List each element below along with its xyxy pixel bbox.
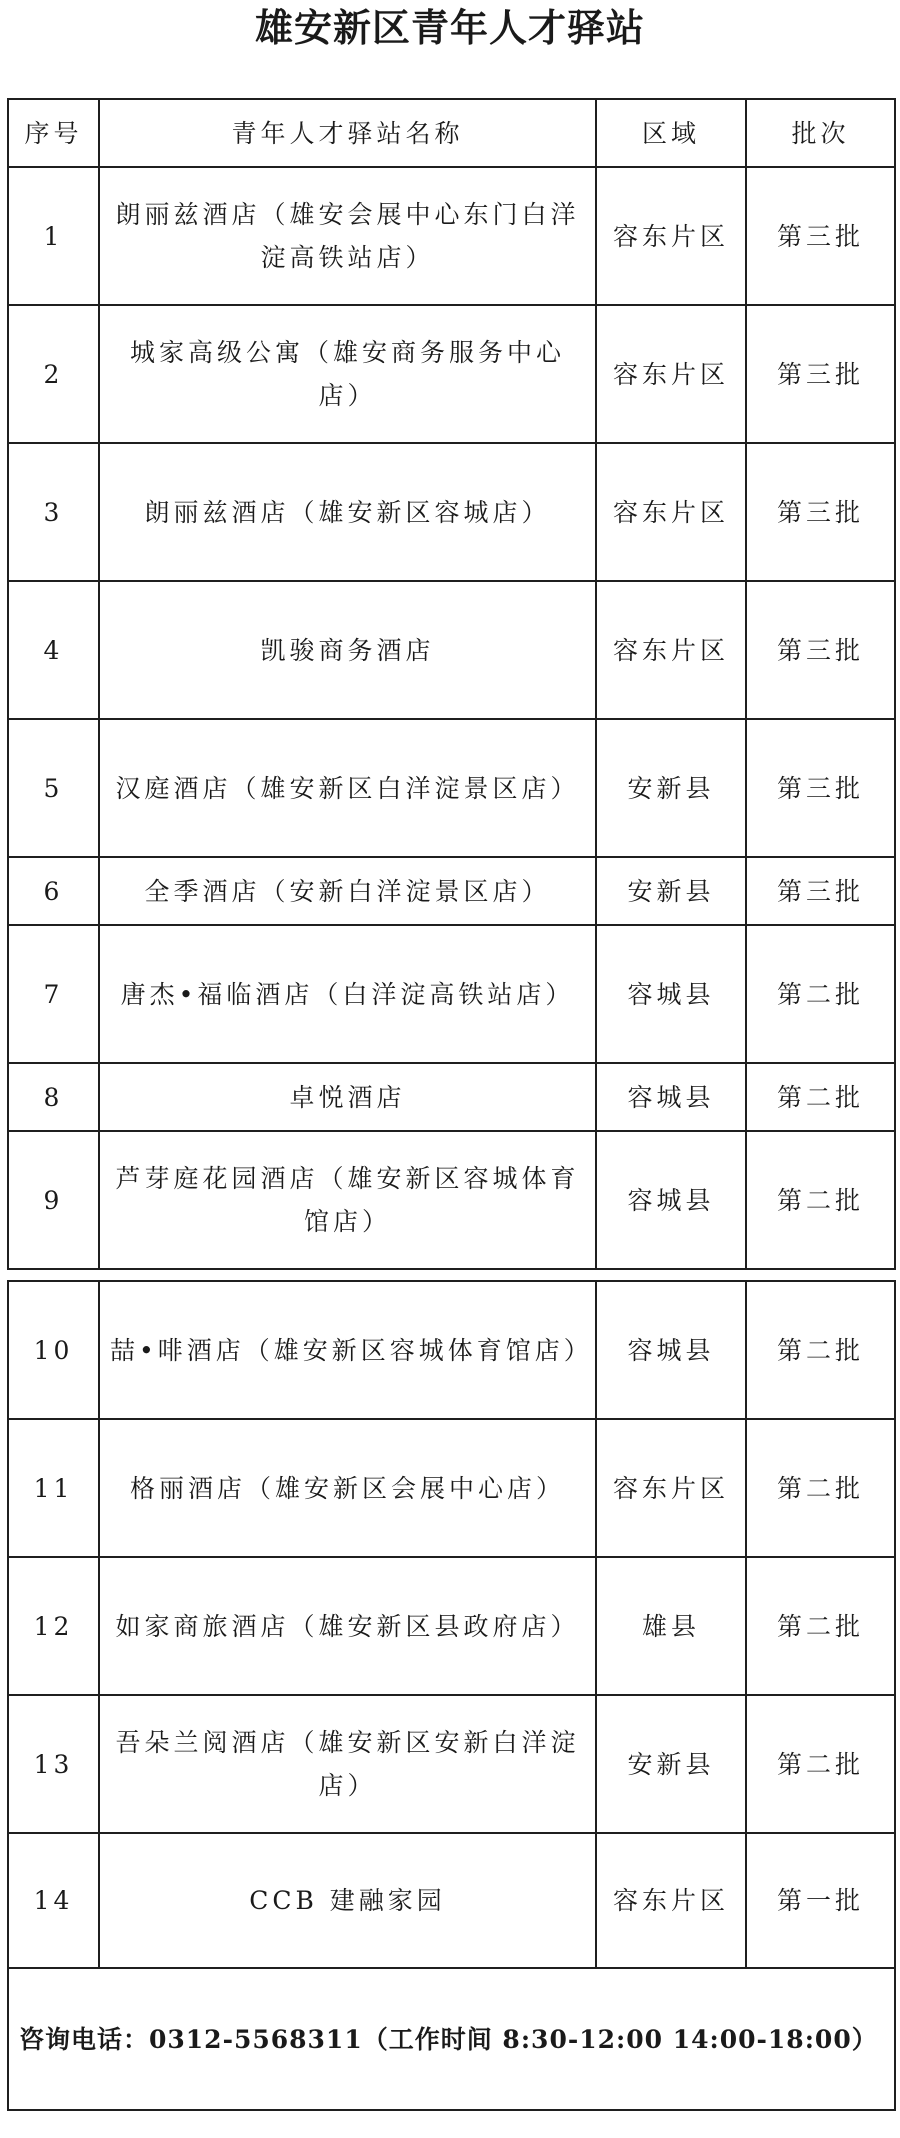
row-area: 容东片区 — [596, 581, 746, 719]
table-row — [8, 1281, 895, 1419]
row-no: 4 — [8, 581, 99, 719]
row-no: 5 — [8, 719, 99, 857]
row-no: 12 — [8, 1557, 99, 1695]
row-batch: 第三批 — [746, 443, 895, 581]
row-batch: 第二批 — [746, 1063, 895, 1131]
row-name: 喆•啡酒店（雄安新区容城体育馆店） — [99, 1281, 596, 1419]
row-name: 朗丽兹酒店（雄安新区容城店） — [99, 443, 596, 581]
row-no: 14 — [8, 1833, 99, 1968]
row-name: CCB 建融家园 — [99, 1833, 596, 1968]
station-table — [7, 98, 896, 2111]
row-no: 6 — [8, 857, 99, 925]
row-area: 容城县 — [596, 925, 746, 1063]
table-row — [8, 1419, 895, 1557]
row-name: 汉庭酒店（雄安新区白洋淀景区店） — [99, 719, 596, 857]
row-no: 10 — [8, 1281, 99, 1419]
row-no: 11 — [8, 1419, 99, 1557]
contact-info: 咨询电话：0312-5568311（工作时间 8:30-12:00 14:00-18:00） — [8, 1968, 895, 2110]
row-name: 格丽酒店（雄安新区会展中心店） — [99, 1419, 596, 1557]
row-area: 安新县 — [596, 857, 746, 925]
page-title: 雄安新区青年人才驿站 — [254, 5, 645, 50]
row-batch: 第二批 — [746, 1419, 895, 1557]
row-name: 如家商旅酒店（雄安新区县政府店） — [99, 1557, 596, 1695]
table-header-row — [8, 99, 895, 167]
row-batch: 第二批 — [746, 1281, 895, 1419]
row-no: 9 — [8, 1131, 99, 1269]
row-name: 全季酒店（安新白洋淀景区店） — [99, 857, 596, 925]
contact-row — [8, 1968, 895, 2110]
header-batch: 批次 — [746, 99, 895, 167]
table-row — [8, 1695, 895, 1833]
table-row — [8, 1833, 895, 1968]
row-name: 凯骏商务酒店 — [99, 581, 596, 719]
row-name: 朗丽兹酒店（雄安会展中心东门白洋淀高铁站店） — [99, 167, 596, 305]
table-row — [8, 443, 895, 581]
header-no: 序号 — [8, 99, 99, 167]
table-row — [8, 925, 895, 1063]
gap-cell — [8, 1269, 895, 1281]
row-name: 芦芽庭花园酒店（雄安新区容城体育馆店） — [99, 1131, 596, 1269]
row-batch: 第三批 — [746, 581, 895, 719]
row-area: 容东片区 — [596, 1419, 746, 1557]
row-area: 雄县 — [596, 1557, 746, 1695]
row-batch: 第三批 — [746, 305, 895, 443]
row-batch: 第二批 — [746, 1557, 895, 1695]
row-name: 唐杰•福临酒店（白洋淀高铁站店） — [99, 925, 596, 1063]
row-name: 吾朵兰阅酒店（雄安新区安新白洋淀店） — [99, 1695, 596, 1833]
header-area: 区域 — [596, 99, 746, 167]
row-no: 8 — [8, 1063, 99, 1131]
row-batch: 第三批 — [746, 167, 895, 305]
table-row — [8, 857, 895, 925]
row-no: 13 — [8, 1695, 99, 1833]
row-batch: 第二批 — [746, 1695, 895, 1833]
row-batch: 第三批 — [746, 857, 895, 925]
row-name: 城家高级公寓（雄安商务服务中心店） — [99, 305, 596, 443]
row-batch: 第二批 — [746, 925, 895, 1063]
table-row — [8, 719, 895, 857]
row-area: 容东片区 — [596, 1833, 746, 1968]
row-area: 容东片区 — [596, 443, 746, 581]
page-break-gap — [8, 1269, 895, 1281]
table-row — [8, 581, 895, 719]
row-area: 安新县 — [596, 1695, 746, 1833]
table-row — [8, 1131, 895, 1269]
table-row — [8, 167, 895, 305]
row-area: 容东片区 — [596, 167, 746, 305]
table-row — [8, 1557, 895, 1695]
row-batch: 第三批 — [746, 719, 895, 857]
row-batch: 第一批 — [746, 1833, 895, 1968]
row-area: 容城县 — [596, 1063, 746, 1131]
table-row — [8, 1063, 895, 1131]
row-area: 容城县 — [596, 1131, 746, 1269]
row-no: 7 — [8, 925, 99, 1063]
table-row — [8, 305, 895, 443]
row-no: 3 — [8, 443, 99, 581]
row-no: 1 — [8, 167, 99, 305]
row-no: 2 — [8, 305, 99, 443]
row-batch: 第二批 — [746, 1131, 895, 1269]
row-area: 容东片区 — [596, 305, 746, 443]
row-area: 安新县 — [596, 719, 746, 857]
row-name: 卓悦酒店 — [99, 1063, 596, 1131]
header-name: 青年人才驿站名称 — [99, 99, 596, 167]
row-area: 容城县 — [596, 1281, 746, 1419]
